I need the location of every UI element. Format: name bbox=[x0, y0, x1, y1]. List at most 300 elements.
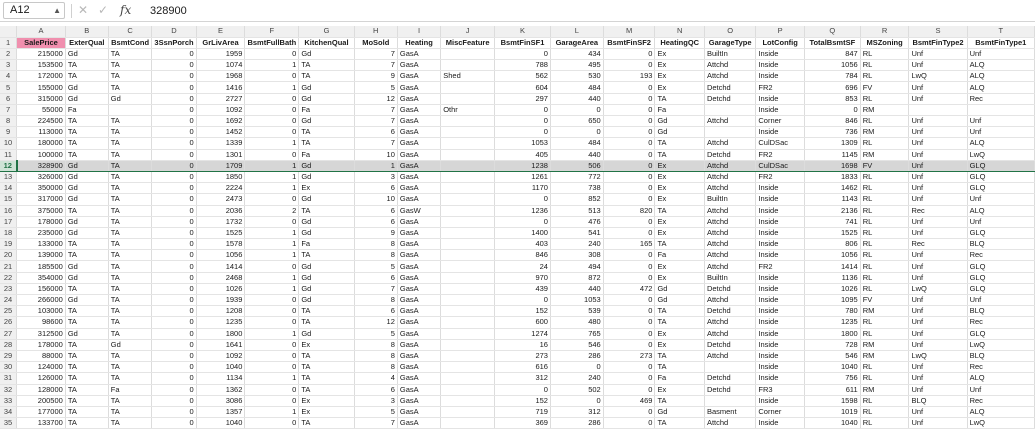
data-cell[interactable]: Inside bbox=[756, 328, 805, 339]
data-cell[interactable]: RL bbox=[860, 183, 909, 194]
data-cell[interactable]: Unf bbox=[909, 272, 967, 283]
data-cell[interactable]: Inside bbox=[756, 317, 805, 328]
data-cell[interactable]: TA bbox=[655, 362, 705, 373]
data-cell[interactable]: TA bbox=[299, 71, 354, 82]
data-cell[interactable]: 165 bbox=[603, 239, 655, 250]
data-cell[interactable]: ALQ bbox=[967, 205, 1034, 216]
row-number[interactable]: 30 bbox=[0, 362, 17, 373]
data-cell[interactable]: 0 bbox=[152, 60, 196, 71]
data-cell[interactable]: Unf bbox=[909, 116, 967, 127]
data-cell[interactable]: 765 bbox=[550, 328, 603, 339]
formula-input[interactable]: 328900 bbox=[150, 5, 187, 17]
data-cell[interactable]: 1362 bbox=[196, 384, 245, 395]
data-cell[interactable]: RM bbox=[860, 384, 909, 395]
data-cell[interactable]: Ex bbox=[655, 328, 705, 339]
data-cell[interactable]: 155000 bbox=[17, 82, 66, 93]
data-cell[interactable]: Detchd bbox=[704, 82, 755, 93]
data-cell[interactable]: GasA bbox=[397, 418, 440, 429]
column-header-o[interactable]: O bbox=[704, 26, 755, 37]
data-cell[interactable]: Othr bbox=[441, 104, 495, 115]
data-cell[interactable]: 6 bbox=[354, 216, 397, 227]
data-cell[interactable]: 530 bbox=[550, 71, 603, 82]
data-cell[interactable]: 0 bbox=[603, 160, 655, 171]
data-cell[interactable]: GasA bbox=[397, 48, 440, 59]
data-cell[interactable]: Attchd bbox=[704, 116, 755, 127]
data-cell[interactable]: 1053 bbox=[495, 138, 551, 149]
data-cell[interactable]: 172000 bbox=[17, 71, 66, 82]
data-cell[interactable]: Attchd bbox=[704, 138, 755, 149]
data-cell[interactable]: 1 bbox=[245, 283, 299, 294]
data-cell[interactable]: Inside bbox=[756, 250, 805, 261]
data-cell[interactable]: GasA bbox=[397, 216, 440, 227]
data-cell[interactable]: Ex bbox=[299, 406, 354, 417]
data-cell[interactable]: 2468 bbox=[196, 272, 245, 283]
data-cell[interactable]: 0 bbox=[603, 116, 655, 127]
row-number[interactable]: 1 bbox=[0, 37, 17, 48]
data-cell[interactable]: 1959 bbox=[196, 48, 245, 59]
data-cell[interactable]: Ex bbox=[655, 227, 705, 238]
data-cell[interactable]: 0 bbox=[603, 227, 655, 238]
data-cell[interactable]: TA bbox=[655, 317, 705, 328]
data-cell[interactable]: TA bbox=[108, 82, 152, 93]
cancel-icon[interactable]: ✕ bbox=[78, 3, 89, 17]
data-cell[interactable]: Detchd bbox=[704, 373, 755, 384]
column-title-cell[interactable]: BsmtFinType1 bbox=[967, 37, 1034, 48]
data-cell[interactable]: 476 bbox=[550, 216, 603, 227]
data-cell[interactable]: 600 bbox=[495, 317, 551, 328]
data-cell[interactable]: 312 bbox=[550, 406, 603, 417]
data-cell[interactable]: GasA bbox=[397, 339, 440, 350]
column-header-l[interactable]: L bbox=[550, 26, 603, 37]
data-cell[interactable]: 0 bbox=[804, 104, 860, 115]
data-cell[interactable]: TA bbox=[108, 227, 152, 238]
data-cell[interactable] bbox=[441, 183, 495, 194]
data-cell[interactable]: 1339 bbox=[196, 138, 245, 149]
data-cell[interactable]: 1 bbox=[245, 373, 299, 384]
data-cell[interactable]: LwQ bbox=[909, 350, 967, 361]
data-cell[interactable]: TA bbox=[655, 205, 705, 216]
data-cell[interactable]: GasA bbox=[397, 261, 440, 272]
data-cell[interactable]: 9 bbox=[354, 71, 397, 82]
data-cell[interactable]: 1136 bbox=[804, 272, 860, 283]
data-cell[interactable]: 0 bbox=[603, 104, 655, 115]
data-cell[interactable]: 0 bbox=[603, 216, 655, 227]
data-cell[interactable]: TA bbox=[108, 138, 152, 149]
column-title-cell[interactable]: GarageArea bbox=[550, 37, 603, 48]
data-cell[interactable]: Gd bbox=[299, 272, 354, 283]
data-cell[interactable]: 494 bbox=[550, 261, 603, 272]
data-cell[interactable]: 0 bbox=[152, 339, 196, 350]
data-cell[interactable]: GasA bbox=[397, 406, 440, 417]
data-cell[interactable]: GLQ bbox=[967, 272, 1034, 283]
data-cell[interactable]: Ex bbox=[655, 71, 705, 82]
data-cell[interactable]: 546 bbox=[804, 350, 860, 361]
insert-function-icon[interactable]: fx bbox=[120, 3, 132, 17]
data-cell[interactable]: Attchd bbox=[704, 418, 755, 429]
data-cell[interactable]: TA bbox=[108, 350, 152, 361]
data-cell[interactable]: TA bbox=[299, 306, 354, 317]
column-header-h[interactable]: H bbox=[354, 26, 397, 37]
data-cell[interactable] bbox=[441, 317, 495, 328]
row-number[interactable]: 13 bbox=[0, 171, 17, 182]
data-cell[interactable]: 0 bbox=[603, 328, 655, 339]
data-cell[interactable]: Detchd bbox=[704, 306, 755, 317]
data-cell[interactable]: Rec bbox=[967, 362, 1034, 373]
data-cell[interactable]: 1019 bbox=[804, 406, 860, 417]
column-title-cell[interactable]: ExterQual bbox=[65, 37, 108, 48]
data-cell[interactable]: TA bbox=[108, 317, 152, 328]
data-cell[interactable]: 469 bbox=[603, 395, 655, 406]
data-cell[interactable]: LwQ bbox=[909, 283, 967, 294]
data-cell[interactable]: FR2 bbox=[756, 171, 805, 182]
data-cell[interactable]: Ex bbox=[299, 395, 354, 406]
row-number[interactable]: 19 bbox=[0, 239, 17, 250]
data-cell[interactable]: 1235 bbox=[804, 317, 860, 328]
enter-icon[interactable]: ✓ bbox=[98, 3, 109, 17]
data-cell[interactable]: 1452 bbox=[196, 127, 245, 138]
data-cell[interactable]: 440 bbox=[550, 283, 603, 294]
data-cell[interactable]: ALQ bbox=[967, 406, 1034, 417]
data-cell[interactable]: 133700 bbox=[17, 418, 66, 429]
data-cell[interactable]: 1 bbox=[245, 239, 299, 250]
data-cell[interactable]: 1709 bbox=[196, 160, 245, 171]
row-number[interactable]: 35 bbox=[0, 418, 17, 429]
data-cell[interactable]: 0 bbox=[495, 216, 551, 227]
data-cell[interactable]: 0 bbox=[603, 317, 655, 328]
data-cell[interactable]: 10 bbox=[354, 149, 397, 160]
data-cell[interactable]: 24 bbox=[495, 261, 551, 272]
data-cell[interactable]: 696 bbox=[804, 82, 860, 93]
data-cell[interactable]: RL bbox=[860, 60, 909, 71]
data-cell[interactable]: RL bbox=[860, 205, 909, 216]
data-cell[interactable]: TA bbox=[108, 406, 152, 417]
data-cell[interactable]: 820 bbox=[603, 205, 655, 216]
column-title-cell[interactable]: Heating bbox=[397, 37, 440, 48]
data-cell[interactable]: 124000 bbox=[17, 362, 66, 373]
data-cell[interactable]: 2 bbox=[245, 205, 299, 216]
data-cell[interactable]: 1525 bbox=[196, 227, 245, 238]
data-cell[interactable]: 0 bbox=[603, 261, 655, 272]
data-cell[interactable]: 0 bbox=[245, 306, 299, 317]
data-cell[interactable]: Inside bbox=[756, 283, 805, 294]
data-cell[interactable] bbox=[441, 194, 495, 205]
data-cell[interactable]: Unf bbox=[909, 82, 967, 93]
data-cell[interactable]: 1238 bbox=[495, 160, 551, 171]
data-cell[interactable]: 350000 bbox=[17, 183, 66, 194]
data-cell[interactable]: Rec bbox=[967, 317, 1034, 328]
data-cell[interactable]: 8 bbox=[354, 250, 397, 261]
data-cell[interactable]: GasA bbox=[397, 116, 440, 127]
data-cell[interactable]: 235000 bbox=[17, 227, 66, 238]
row-number[interactable]: 4 bbox=[0, 71, 17, 82]
data-cell[interactable]: 756 bbox=[804, 373, 860, 384]
data-cell[interactable]: FR3 bbox=[756, 384, 805, 395]
data-cell[interactable]: 375000 bbox=[17, 205, 66, 216]
data-cell[interactable]: Attchd bbox=[704, 60, 755, 71]
data-cell[interactable]: TA bbox=[299, 362, 354, 373]
data-cell[interactable]: Gd bbox=[299, 216, 354, 227]
data-cell[interactable]: LwQ bbox=[967, 339, 1034, 350]
data-cell[interactable]: Gd bbox=[65, 295, 108, 306]
data-cell[interactable]: 806 bbox=[804, 239, 860, 250]
row-number[interactable]: 22 bbox=[0, 272, 17, 283]
data-cell[interactable]: Inside bbox=[756, 373, 805, 384]
data-cell[interactable]: 0 bbox=[603, 295, 655, 306]
data-cell[interactable] bbox=[441, 261, 495, 272]
data-cell[interactable]: Gd bbox=[299, 116, 354, 127]
data-cell[interactable]: Corner bbox=[756, 116, 805, 127]
data-cell[interactable]: Attchd bbox=[704, 216, 755, 227]
data-cell[interactable]: Unf bbox=[909, 149, 967, 160]
data-cell[interactable]: 1800 bbox=[804, 328, 860, 339]
data-cell[interactable]: 1 bbox=[354, 160, 397, 171]
data-cell[interactable]: 0 bbox=[603, 406, 655, 417]
data-cell[interactable]: FR2 bbox=[756, 82, 805, 93]
data-cell[interactable]: ALQ bbox=[967, 71, 1034, 82]
data-cell[interactable]: 0 bbox=[152, 250, 196, 261]
data-cell[interactable]: 0 bbox=[245, 104, 299, 115]
data-cell[interactable]: 0 bbox=[152, 48, 196, 59]
data-cell[interactable]: Unf bbox=[909, 261, 967, 272]
data-cell[interactable]: 0 bbox=[152, 149, 196, 160]
data-cell[interactable]: 6 bbox=[354, 306, 397, 317]
data-cell[interactable]: GLQ bbox=[967, 160, 1034, 171]
data-cell[interactable]: 502 bbox=[550, 384, 603, 395]
data-cell[interactable]: GasA bbox=[397, 127, 440, 138]
data-cell[interactable]: 266000 bbox=[17, 295, 66, 306]
data-cell[interactable]: RL bbox=[860, 227, 909, 238]
data-cell[interactable]: 1040 bbox=[804, 362, 860, 373]
row-number[interactable]: 34 bbox=[0, 406, 17, 417]
data-cell[interactable]: 1400 bbox=[495, 227, 551, 238]
data-cell[interactable]: Corner bbox=[756, 406, 805, 417]
data-cell[interactable]: 273 bbox=[495, 350, 551, 361]
data-cell[interactable]: 506 bbox=[550, 160, 603, 171]
data-cell[interactable]: RL bbox=[860, 406, 909, 417]
data-cell[interactable]: 1 bbox=[245, 250, 299, 261]
data-cell[interactable]: Ex bbox=[655, 171, 705, 182]
data-cell[interactable]: Gd bbox=[299, 93, 354, 104]
data-cell[interactable]: 0 bbox=[603, 306, 655, 317]
data-cell[interactable]: TA bbox=[65, 116, 108, 127]
column-title-cell[interactable]: BsmtFinSF2 bbox=[603, 37, 655, 48]
column-title-cell[interactable]: GarageType bbox=[704, 37, 755, 48]
data-cell[interactable]: 0 bbox=[152, 406, 196, 417]
data-cell[interactable]: 0 bbox=[152, 350, 196, 361]
data-cell[interactable]: GasA bbox=[397, 362, 440, 373]
data-cell[interactable]: TA bbox=[108, 71, 152, 82]
data-cell[interactable]: 440 bbox=[550, 149, 603, 160]
data-cell[interactable]: GasA bbox=[397, 183, 440, 194]
data-cell[interactable]: 0 bbox=[603, 272, 655, 283]
data-cell[interactable]: 0 bbox=[245, 71, 299, 82]
data-cell[interactable]: Gd bbox=[65, 261, 108, 272]
data-cell[interactable]: TA bbox=[108, 194, 152, 205]
data-cell[interactable]: BLQ bbox=[967, 306, 1034, 317]
data-cell[interactable]: TA bbox=[108, 127, 152, 138]
data-cell[interactable]: 312500 bbox=[17, 328, 66, 339]
data-cell[interactable]: GasA bbox=[397, 60, 440, 71]
data-cell[interactable]: Ex bbox=[655, 272, 705, 283]
data-cell[interactable]: Inside bbox=[756, 227, 805, 238]
data-cell[interactable]: 0 bbox=[603, 362, 655, 373]
data-cell[interactable]: Attchd bbox=[704, 160, 755, 171]
name-box-dropdown-icon[interactable]: ▲ bbox=[53, 6, 61, 15]
data-cell[interactable]: GLQ bbox=[967, 183, 1034, 194]
data-cell[interactable]: 650 bbox=[550, 116, 603, 127]
data-cell[interactable]: 0 bbox=[495, 48, 551, 59]
data-cell[interactable]: TA bbox=[299, 205, 354, 216]
column-title-cell[interactable]: 3SsnPorch bbox=[152, 37, 196, 48]
data-cell[interactable]: Unf bbox=[967, 127, 1034, 138]
data-cell[interactable]: 1092 bbox=[196, 104, 245, 115]
data-cell[interactable]: 872 bbox=[550, 272, 603, 283]
data-cell[interactable]: 847 bbox=[804, 48, 860, 59]
data-cell[interactable]: Attchd bbox=[704, 328, 755, 339]
data-cell[interactable]: 1 bbox=[245, 227, 299, 238]
data-cell[interactable]: Unf bbox=[909, 216, 967, 227]
data-cell[interactable]: Gd bbox=[65, 82, 108, 93]
data-cell[interactable]: 480 bbox=[550, 317, 603, 328]
data-cell[interactable]: 1698 bbox=[804, 160, 860, 171]
row-number[interactable]: 3 bbox=[0, 60, 17, 71]
name-box[interactable] bbox=[3, 2, 65, 19]
data-cell[interactable]: FR2 bbox=[756, 149, 805, 160]
data-cell[interactable]: 152 bbox=[495, 395, 551, 406]
data-cell[interactable]: 8 bbox=[354, 339, 397, 350]
data-cell[interactable]: Ex bbox=[299, 339, 354, 350]
row-number[interactable]: 29 bbox=[0, 350, 17, 361]
data-cell[interactable]: LwQ bbox=[967, 418, 1034, 429]
data-cell[interactable]: Fa bbox=[299, 104, 354, 115]
data-cell[interactable]: TA bbox=[299, 418, 354, 429]
data-cell[interactable]: Unf bbox=[967, 194, 1034, 205]
data-cell[interactable] bbox=[441, 82, 495, 93]
column-header-a[interactable]: A bbox=[17, 26, 66, 37]
data-cell[interactable]: Gd bbox=[65, 48, 108, 59]
data-cell[interactable]: Ex bbox=[655, 82, 705, 93]
data-cell[interactable]: RL bbox=[860, 216, 909, 227]
data-cell[interactable]: 0 bbox=[603, 149, 655, 160]
data-cell[interactable]: LwQ bbox=[967, 149, 1034, 160]
data-cell[interactable]: 2136 bbox=[804, 205, 860, 216]
data-cell[interactable]: 0 bbox=[245, 362, 299, 373]
data-cell[interactable]: 55000 bbox=[17, 104, 66, 115]
data-cell[interactable]: Inside bbox=[756, 306, 805, 317]
data-cell[interactable]: TA bbox=[65, 362, 108, 373]
data-cell[interactable]: 312 bbox=[495, 373, 551, 384]
data-cell[interactable]: Unf bbox=[909, 406, 967, 417]
data-cell[interactable]: Gd bbox=[299, 48, 354, 59]
data-cell[interactable]: RM bbox=[860, 127, 909, 138]
data-cell[interactable]: TA bbox=[65, 149, 108, 160]
data-cell[interactable]: Unf bbox=[967, 295, 1034, 306]
data-cell[interactable]: 0 bbox=[603, 183, 655, 194]
data-cell[interactable]: 153500 bbox=[17, 60, 66, 71]
data-cell[interactable]: 98600 bbox=[17, 317, 66, 328]
data-cell[interactable]: Gd bbox=[108, 93, 152, 104]
row-number[interactable]: 15 bbox=[0, 194, 17, 205]
data-cell[interactable]: 6 bbox=[354, 384, 397, 395]
data-cell[interactable]: 0 bbox=[603, 127, 655, 138]
data-cell[interactable]: GasA bbox=[397, 283, 440, 294]
data-cell[interactable]: 7 bbox=[354, 60, 397, 71]
data-cell[interactable]: 0 bbox=[152, 82, 196, 93]
data-cell[interactable]: Ex bbox=[655, 60, 705, 71]
data-cell[interactable]: TA bbox=[65, 306, 108, 317]
data-cell[interactable]: 1462 bbox=[804, 183, 860, 194]
data-cell[interactable]: 541 bbox=[550, 227, 603, 238]
data-cell[interactable]: Inside bbox=[756, 48, 805, 59]
data-cell[interactable]: 1274 bbox=[495, 328, 551, 339]
data-cell[interactable]: 0 bbox=[495, 104, 551, 115]
data-cell[interactable]: 180000 bbox=[17, 138, 66, 149]
data-cell[interactable]: 784 bbox=[804, 71, 860, 82]
data-cell[interactable]: Unf bbox=[909, 250, 967, 261]
data-cell[interactable]: TA bbox=[655, 350, 705, 361]
data-cell[interactable]: GLQ bbox=[967, 227, 1034, 238]
data-cell[interactable]: 1143 bbox=[804, 194, 860, 205]
row-number[interactable]: 17 bbox=[0, 216, 17, 227]
data-cell[interactable]: CulDSac bbox=[756, 160, 805, 171]
data-cell[interactable]: 0 bbox=[245, 384, 299, 395]
data-cell[interactable]: 1525 bbox=[804, 227, 860, 238]
data-cell[interactable]: Unf bbox=[967, 48, 1034, 59]
data-cell[interactable]: BuiltIn bbox=[704, 194, 755, 205]
data-cell[interactable]: 1261 bbox=[495, 171, 551, 182]
data-cell[interactable]: 1040 bbox=[804, 418, 860, 429]
data-cell[interactable]: 1040 bbox=[196, 418, 245, 429]
data-cell[interactable]: 1053 bbox=[550, 295, 603, 306]
data-cell[interactable] bbox=[441, 295, 495, 306]
data-cell[interactable]: Rec bbox=[967, 250, 1034, 261]
data-cell[interactable]: TA bbox=[108, 183, 152, 194]
data-cell[interactable]: 0 bbox=[245, 48, 299, 59]
data-cell[interactable]: 10 bbox=[354, 194, 397, 205]
data-cell[interactable]: 1236 bbox=[495, 205, 551, 216]
row-number[interactable]: 33 bbox=[0, 395, 17, 406]
data-cell[interactable]: 193 bbox=[603, 71, 655, 82]
column-header-i[interactable]: I bbox=[397, 26, 440, 37]
data-cell[interactable]: Unf bbox=[909, 194, 967, 205]
data-cell[interactable] bbox=[441, 138, 495, 149]
column-title-cell[interactable]: MoSold bbox=[354, 37, 397, 48]
data-cell[interactable]: Fa bbox=[655, 373, 705, 384]
data-cell[interactable]: Attchd bbox=[704, 250, 755, 261]
data-cell[interactable]: 1641 bbox=[196, 339, 245, 350]
data-cell[interactable]: Gd bbox=[65, 183, 108, 194]
data-cell[interactable]: GasA bbox=[397, 350, 440, 361]
data-cell[interactable]: 88000 bbox=[17, 350, 66, 361]
data-cell[interactable]: 0 bbox=[245, 339, 299, 350]
data-cell[interactable]: GasA bbox=[397, 295, 440, 306]
data-cell[interactable]: Fa bbox=[108, 384, 152, 395]
data-cell[interactable]: 0 bbox=[245, 93, 299, 104]
data-cell[interactable]: 1134 bbox=[196, 373, 245, 384]
data-cell[interactable]: TA bbox=[655, 395, 705, 406]
data-cell[interactable]: 1026 bbox=[196, 283, 245, 294]
data-cell[interactable]: 741 bbox=[804, 216, 860, 227]
column-header-e[interactable]: E bbox=[196, 26, 245, 37]
data-cell[interactable] bbox=[441, 384, 495, 395]
data-cell[interactable]: Unf bbox=[909, 93, 967, 104]
column-header-n[interactable]: N bbox=[655, 26, 705, 37]
row-number[interactable]: 2 bbox=[0, 48, 17, 59]
data-cell[interactable]: RL bbox=[860, 283, 909, 294]
data-cell[interactable]: Gd bbox=[299, 283, 354, 294]
data-cell[interactable]: Attchd bbox=[704, 239, 755, 250]
data-cell[interactable]: 0 bbox=[152, 227, 196, 238]
